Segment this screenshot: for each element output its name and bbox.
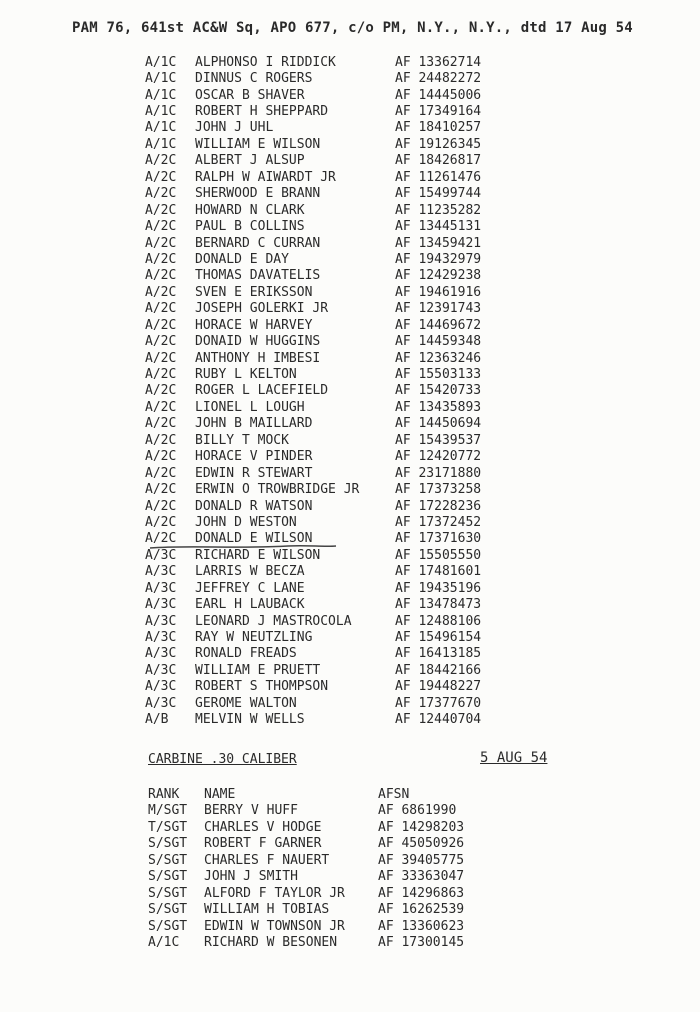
entry-rank: A/2C: [145, 284, 177, 300]
list-item: [145, 153, 565, 169]
entry-rank: A/3C: [145, 547, 177, 563]
list-item: [148, 852, 568, 869]
entry-name: EDWIN R STEWART: [195, 465, 313, 481]
entry-rank: T/SGT: [148, 819, 188, 835]
entry-rank: A/3C: [145, 564, 177, 580]
entry-rank: A/3C: [145, 646, 177, 662]
entry-name: ANTHONY H IMBESI: [195, 350, 321, 366]
list-item: [148, 836, 568, 853]
entry-name: HOWARD N CLARK: [195, 202, 305, 218]
entry-name: HORACE W HARVEY: [195, 317, 313, 333]
list-item: [145, 514, 565, 530]
entry-rank: A/2C: [145, 169, 177, 185]
document-header: PAM 76, 641st AC&W Sq, APO 677, c/o PM, N.Y., N.Y., dtd 17 Aug 54: [72, 20, 633, 36]
entry-rank: A/1C: [145, 87, 177, 103]
list-item: [145, 712, 565, 728]
entry-rank: A/3C: [145, 613, 177, 629]
entry-name: RALPH W AIWARDT JR: [195, 169, 336, 185]
entry-rank: M/SGT: [148, 803, 188, 819]
entry-name: GEROME WALTON: [195, 695, 297, 711]
list-item: [145, 333, 565, 349]
list-item: [148, 918, 568, 935]
list-item: [145, 481, 565, 497]
entry-name: ALPHONSO I RIDDICK: [195, 54, 336, 70]
list-item: [148, 885, 568, 902]
entry-name: BERRY V HUFF: [204, 803, 298, 819]
entry-afsn: AF 16262539: [378, 902, 465, 918]
list-item: [148, 902, 568, 919]
entry-afsn: AF 17481601: [395, 564, 482, 580]
list-item: [145, 416, 565, 432]
entry-afsn: AF 15496154: [395, 630, 482, 646]
list-item: [145, 432, 565, 448]
entry-name: JOHN D WESTON: [195, 514, 297, 530]
entry-name: RICHARD E WILSON: [195, 547, 321, 563]
list-item: [145, 695, 565, 711]
entry-rank: A/2C: [145, 334, 177, 350]
entry-name: RAY W NEUTZLING: [195, 630, 313, 646]
list-item: [145, 366, 565, 382]
entry-afsn: AF 24482272: [395, 71, 482, 87]
entry-rank: A/2C: [145, 251, 177, 267]
entry-afsn: AF 13435893: [395, 399, 482, 415]
entry-rank: S/SGT: [148, 902, 188, 918]
entry-afsn: AF 15503133: [395, 367, 482, 383]
entry-afsn: AF 14469672: [395, 317, 482, 333]
list-item: [145, 235, 565, 251]
entry-rank: A/3C: [145, 597, 177, 613]
entry-name: EARL H LAUBACK: [195, 597, 305, 613]
entry-afsn: AF 13478473: [395, 597, 482, 613]
entry-name: WILLIAM H TOBIAS: [204, 902, 330, 918]
entry-name: RUBY L KELTON: [195, 367, 297, 383]
entry-afsn: AF 17371630: [395, 531, 482, 547]
entry-rank: A/2C: [145, 367, 177, 383]
list-item: [145, 54, 565, 70]
entry-afsn: AF 39405775: [378, 852, 465, 868]
entry-rank: A/2C: [145, 432, 177, 448]
entry-name: BERNARD C CURRAN: [195, 235, 321, 251]
list-item: [145, 498, 565, 514]
entry-afsn: AF 45050926: [378, 836, 465, 852]
header-name: NAME: [204, 786, 236, 802]
list-item: [145, 120, 565, 136]
entry-afsn: AF 17349164: [395, 104, 482, 120]
entry-rank: S/SGT: [148, 918, 188, 934]
list-item: [148, 869, 568, 886]
entry-name: DINNUS C ROGERS: [195, 71, 313, 87]
entry-rank: A/2C: [145, 350, 177, 366]
entry-afsn: AF 12391743: [395, 301, 482, 317]
list-item: [145, 662, 565, 678]
entry-rank: A/1C: [145, 120, 177, 136]
entry-afsn: AF 18410257: [395, 120, 482, 136]
entry-rank: A/1C: [145, 54, 177, 70]
entry-rank: A/3C: [145, 580, 177, 596]
entry-afsn: AF 12429238: [395, 268, 482, 284]
entry-rank: A/2C: [145, 202, 177, 218]
list-item: [148, 819, 568, 836]
entry-afsn: AF 12440704: [395, 712, 482, 728]
list-item: [145, 596, 565, 612]
entry-name: JEFFREY C LANE: [195, 580, 305, 596]
entry-name: ALFORD F TAYLOR JR: [204, 885, 345, 901]
entry-rank: A/2C: [145, 301, 177, 317]
entry-rank: S/SGT: [148, 852, 188, 868]
entry-name: SVEN E ERIKSSON: [195, 284, 313, 300]
entry-rank: S/SGT: [148, 869, 188, 885]
entry-name: RICHARD W BESONEN: [204, 935, 338, 951]
list-item: [145, 629, 565, 645]
header-rank: RANK: [148, 786, 180, 802]
entry-name: WILLIAM E WILSON: [195, 136, 321, 152]
entry-afsn: AF 12420772: [395, 449, 482, 465]
entry-name: JOSEPH GOLERKI JR: [195, 301, 329, 317]
entry-afsn: AF 17228236: [395, 498, 482, 514]
entry-rank: A/2C: [145, 449, 177, 465]
entry-afsn: AF 14298203: [378, 819, 465, 835]
entry-name: LEONARD J MASTROCOLA: [195, 613, 352, 629]
entry-rank: A/2C: [145, 186, 177, 202]
list-item: [148, 803, 568, 820]
entry-afsn: AF 14296863: [378, 885, 465, 901]
list-item: [148, 935, 568, 952]
entry-afsn: AF 12488106: [395, 613, 482, 629]
entry-name: THOMAS DAVATELIS: [195, 268, 321, 284]
list-item: [145, 449, 565, 465]
entry-afsn: AF 15505550: [395, 547, 482, 563]
entry-rank: A/1C: [145, 71, 177, 87]
entry-name: EDWIN W TOWNSON JR: [204, 918, 345, 934]
entry-rank: A/2C: [145, 383, 177, 399]
entry-rank: A/1C: [145, 104, 177, 120]
entry-name: ROGER L LACEFIELD: [195, 383, 329, 399]
entry-name: LIONEL L LOUGH: [195, 399, 305, 415]
entry-name: ERWIN O TROWBRIDGE JR: [195, 482, 360, 498]
entry-rank: A/2C: [145, 416, 177, 432]
list-item: [145, 169, 565, 185]
entry-afsn: AF 17377670: [395, 695, 482, 711]
entry-afsn: AF 23171880: [395, 465, 482, 481]
list-item: [145, 70, 565, 86]
list-item: [145, 202, 565, 218]
entry-name: MELVIN W WELLS: [195, 712, 305, 728]
entry-name: JOHN J SMITH: [204, 869, 298, 885]
entry-afsn: AF 19126345: [395, 136, 482, 152]
list-item: [145, 218, 565, 234]
entry-rank: A/3C: [145, 679, 177, 695]
entry-rank: A/B: [145, 712, 169, 728]
entry-afsn: AF 16413185: [395, 646, 482, 662]
entry-name: DONAID W HUGGINS: [195, 334, 321, 350]
list-item: [145, 103, 565, 119]
list-item: [145, 679, 565, 695]
entry-rank: A/3C: [145, 662, 177, 678]
entry-afsn: AF 14450694: [395, 416, 482, 432]
entry-name: JOHN B MAILLARD: [195, 416, 313, 432]
entry-rank: A/3C: [145, 630, 177, 646]
entry-afsn: AF 19432979: [395, 251, 482, 267]
entry-name: BILLY T MOCK: [195, 432, 289, 448]
list-item: [145, 317, 565, 333]
list-item: [145, 87, 565, 103]
entry-afsn: AF 13445131: [395, 219, 482, 235]
entry-name: SHERWOOD E BRANN: [195, 186, 321, 202]
entry-name: LARRIS W BECZA: [195, 564, 305, 580]
entry-name: JOHN J UHL: [195, 120, 274, 136]
entry-afsn: AF 13362714: [395, 54, 482, 70]
entry-afsn: AF 14459348: [395, 334, 482, 350]
list-item: [145, 284, 565, 300]
list-item: [145, 564, 565, 580]
entry-afsn: AF 17373258: [395, 482, 482, 498]
entry-afsn: AF 19435196: [395, 580, 482, 596]
carbine-table: [148, 786, 568, 951]
entry-rank: A/2C: [145, 268, 177, 284]
entry-afsn: AF 11235282: [395, 202, 482, 218]
entry-afsn: AF 12363246: [395, 350, 482, 366]
list-item: [145, 350, 565, 366]
section-title: CARBINE .30 CALIBER: [148, 752, 297, 767]
entry-name: DONALD E WILSON: [195, 531, 313, 547]
entry-name: ROBERT H SHEPPARD: [195, 104, 329, 120]
entry-afsn: AF 15499744: [395, 186, 482, 202]
entry-rank: A/1C: [145, 136, 177, 152]
entry-name: HORACE V PINDER: [195, 449, 313, 465]
entry-rank: A/2C: [145, 399, 177, 415]
entry-rank: S/SGT: [148, 836, 188, 852]
entry-rank: S/SGT: [148, 885, 188, 901]
entry-name: WILLIAM E PRUETT: [195, 662, 321, 678]
list-item: [145, 383, 565, 399]
entry-afsn: AF 18442166: [395, 662, 482, 678]
entry-name: CHARLES F NAUERT: [204, 852, 330, 868]
entry-name: CHARLES V HODGE: [204, 819, 322, 835]
entry-afsn: AF 18426817: [395, 153, 482, 169]
entry-name: DONALD E DAY: [195, 251, 289, 267]
entry-rank: A/2C: [145, 482, 177, 498]
entry-rank: A/2C: [145, 153, 177, 169]
entry-afsn: AF 17372452: [395, 514, 482, 530]
roster-list: [145, 54, 565, 728]
entry-name: PAUL B COLLINS: [195, 219, 305, 235]
entry-afsn: AF 13459421: [395, 235, 482, 251]
entry-rank: A/2C: [145, 317, 177, 333]
list-item: [145, 399, 565, 415]
list-item: [145, 646, 565, 662]
entry-rank: A/1C: [148, 935, 180, 951]
list-item: [145, 301, 565, 317]
entry-rank: A/2C: [145, 465, 177, 481]
entry-rank: A/3C: [145, 695, 177, 711]
entry-afsn: AF 15420733: [395, 383, 482, 399]
entry-rank: A/2C: [145, 531, 177, 547]
entry-afsn: AF 17300145: [378, 935, 465, 951]
entry-name: ROBERT S THOMPSON: [195, 679, 329, 695]
entry-rank: A/2C: [145, 498, 177, 514]
table-header-row: [148, 786, 568, 803]
list-item: [145, 186, 565, 202]
entry-name: DONALD R WATSON: [195, 498, 313, 514]
list-item: [145, 580, 565, 596]
list-item: [145, 268, 565, 284]
entry-name: RONALD FREADS: [195, 646, 297, 662]
handwritten-underline-mark: [148, 544, 338, 550]
list-item: [145, 251, 565, 267]
entry-afsn: AF 33363047: [378, 869, 465, 885]
entry-afsn: AF 19448227: [395, 679, 482, 695]
section-date: 5 AUG 54: [480, 750, 548, 766]
entry-afsn: AF 19461916: [395, 284, 482, 300]
list-item: [145, 465, 565, 481]
entry-rank: A/2C: [145, 235, 177, 251]
entry-name: ALBERT J ALSUP: [195, 153, 305, 169]
entry-name: ROBERT F GARNER: [204, 836, 322, 852]
entry-rank: A/2C: [145, 219, 177, 235]
entry-afsn: AF 13360623: [378, 918, 465, 934]
header-afsn: AFSN: [378, 786, 410, 802]
entry-afsn: AF 6861990: [378, 803, 457, 819]
entry-afsn: AF 11261476: [395, 169, 482, 185]
entry-afsn: AF 15439537: [395, 432, 482, 448]
list-item: [145, 613, 565, 629]
entry-rank: A/2C: [145, 514, 177, 530]
list-item: [145, 136, 565, 152]
entry-afsn: AF 14445006: [395, 87, 482, 103]
entry-name: OSCAR B SHAVER: [195, 87, 305, 103]
